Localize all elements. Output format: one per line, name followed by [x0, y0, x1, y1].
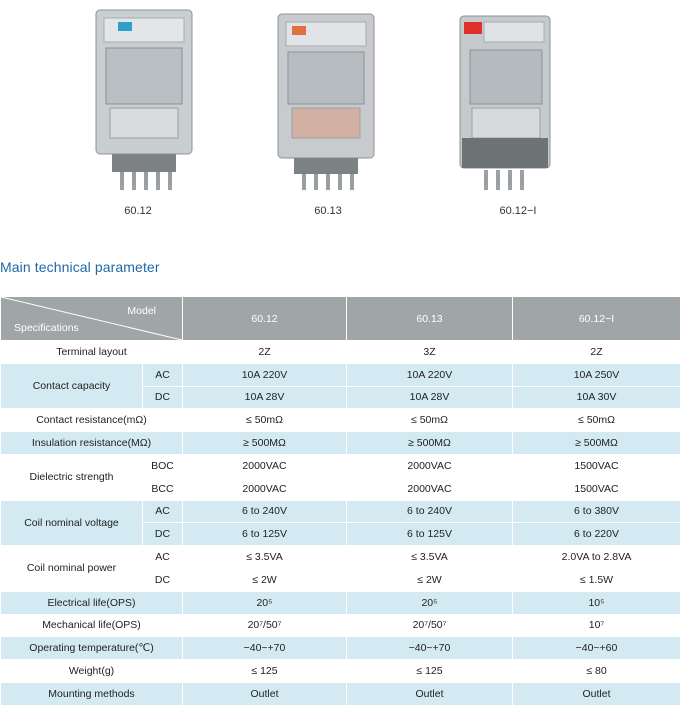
table-row: [1, 614, 681, 637]
cell-value: ≤ 50mΩ: [347, 409, 513, 432]
cell-value: 6 to 240V: [347, 500, 513, 523]
table-row: [1, 682, 681, 705]
row-label: Weight(g): [1, 660, 183, 683]
row-label: Mounting methods: [1, 682, 183, 705]
row-sub-label: DC: [143, 386, 183, 409]
cell-value: 10⁷: [513, 614, 681, 637]
row-sub-label: DC: [143, 523, 183, 546]
table-row: [1, 546, 681, 569]
row-sub-label: AC: [143, 546, 183, 569]
technical-parameter-table: [0, 296, 681, 706]
cell-value: 6 to 380V: [513, 500, 681, 523]
cell-value: 20⁵: [183, 591, 347, 614]
product-caption: 60.13: [314, 205, 342, 217]
cell-value: ≤ 3.5VA: [347, 546, 513, 569]
row-label: Contact resistance(mΩ): [1, 409, 183, 432]
header-corner-cell: [1, 297, 183, 341]
row-label: Insulation resistance(MΩ): [1, 432, 183, 455]
row-label: Terminal layout: [1, 341, 183, 364]
cell-value: 10A 30V: [513, 386, 681, 409]
cell-value: 2000VAC: [183, 454, 347, 477]
cell-value: 10A 250V: [513, 363, 681, 386]
row-label: Operating temperature(℃): [1, 637, 183, 660]
cell-value: 2Z: [183, 341, 347, 364]
cell-value: 2.0VA to 2.8VA: [513, 546, 681, 569]
cell-value: ≤ 2W: [347, 568, 513, 591]
product-60-13: [248, 0, 408, 230]
table-row: [1, 409, 681, 432]
table-row: [1, 660, 681, 683]
cell-value: −40~+70: [347, 637, 513, 660]
cell-value: Outlet: [513, 682, 681, 705]
cell-value: 2000VAC: [347, 454, 513, 477]
row-sub-label: AC: [143, 363, 183, 386]
table-row: [1, 500, 681, 523]
row-sub-label: BCC: [143, 477, 183, 500]
relay-60-13-image: [248, 8, 408, 196]
cell-value: ≤ 125: [347, 660, 513, 683]
header-specifications-label: Specifications: [14, 322, 79, 334]
table-header-row: [1, 297, 681, 341]
row-label: Coil nominal power: [1, 546, 143, 592]
column-header: 60.13: [347, 297, 513, 341]
relay-60-12-image: [58, 8, 218, 196]
row-label: Contact capacity: [1, 363, 143, 409]
table-row: [1, 637, 681, 660]
cell-value: 20⁵: [347, 591, 513, 614]
column-header: 60.12−I: [513, 297, 681, 341]
section-title: Main technical parameter: [0, 259, 160, 275]
product-caption: 60.12−I: [499, 205, 537, 217]
cell-value: −40~+60: [513, 637, 681, 660]
cell-value: ≤ 125: [183, 660, 347, 683]
cell-value: ≤ 2W: [183, 568, 347, 591]
cell-value: 10A 220V: [347, 363, 513, 386]
table-row: [1, 341, 681, 364]
cell-value: 6 to 220V: [513, 523, 681, 546]
cell-value: 6 to 125V: [347, 523, 513, 546]
row-label: Coil nominal voltage: [1, 500, 143, 546]
cell-value: 6 to 240V: [183, 500, 347, 523]
cell-value: ≤ 3.5VA: [183, 546, 347, 569]
table-row: [1, 591, 681, 614]
cell-value: 2000VAC: [347, 477, 513, 500]
cell-value: 3Z: [347, 341, 513, 364]
cell-value: ≥ 500MΩ: [513, 432, 681, 455]
header-model-label: Model: [127, 305, 156, 317]
cell-value: −40~+70: [183, 637, 347, 660]
table-row: [1, 454, 681, 477]
relay-60-12-i-image: [438, 8, 598, 196]
cell-value: ≥ 500MΩ: [183, 432, 347, 455]
cell-value: 10A 220V: [183, 363, 347, 386]
row-label: Dielectric strength: [1, 454, 143, 500]
cell-value: Outlet: [347, 682, 513, 705]
cell-value: 1500VAC: [513, 454, 681, 477]
cell-value: Outlet: [183, 682, 347, 705]
cell-value: 10⁵: [513, 591, 681, 614]
product-60-12-i: [438, 0, 598, 230]
cell-value: 2Z: [513, 341, 681, 364]
cell-value: 20⁷/50⁷: [347, 614, 513, 637]
cell-value: 20⁷/50⁷: [183, 614, 347, 637]
cell-value: ≤ 80: [513, 660, 681, 683]
row-label: Electrical life(OPS): [1, 591, 183, 614]
cell-value: 10A 28V: [183, 386, 347, 409]
column-header: 60.12: [183, 297, 347, 341]
product-caption: 60.12: [124, 205, 152, 217]
row-sub-label: AC: [143, 500, 183, 523]
table-row: [1, 432, 681, 455]
cell-value: 2000VAC: [183, 477, 347, 500]
row-sub-label: DC: [143, 568, 183, 591]
cell-value: 1500VAC: [513, 477, 681, 500]
cell-value: ≥ 500MΩ: [347, 432, 513, 455]
cell-value: ≤ 50mΩ: [513, 409, 681, 432]
table-row: [1, 363, 681, 386]
cell-value: ≤ 1.5W: [513, 568, 681, 591]
row-sub-label: BOC: [143, 454, 183, 477]
row-label: Mechanical life(OPS): [1, 614, 183, 637]
cell-value: 6 to 125V: [183, 523, 347, 546]
cell-value: 10A 28V: [347, 386, 513, 409]
product-60-12: [58, 0, 218, 230]
cell-value: ≤ 50mΩ: [183, 409, 347, 432]
